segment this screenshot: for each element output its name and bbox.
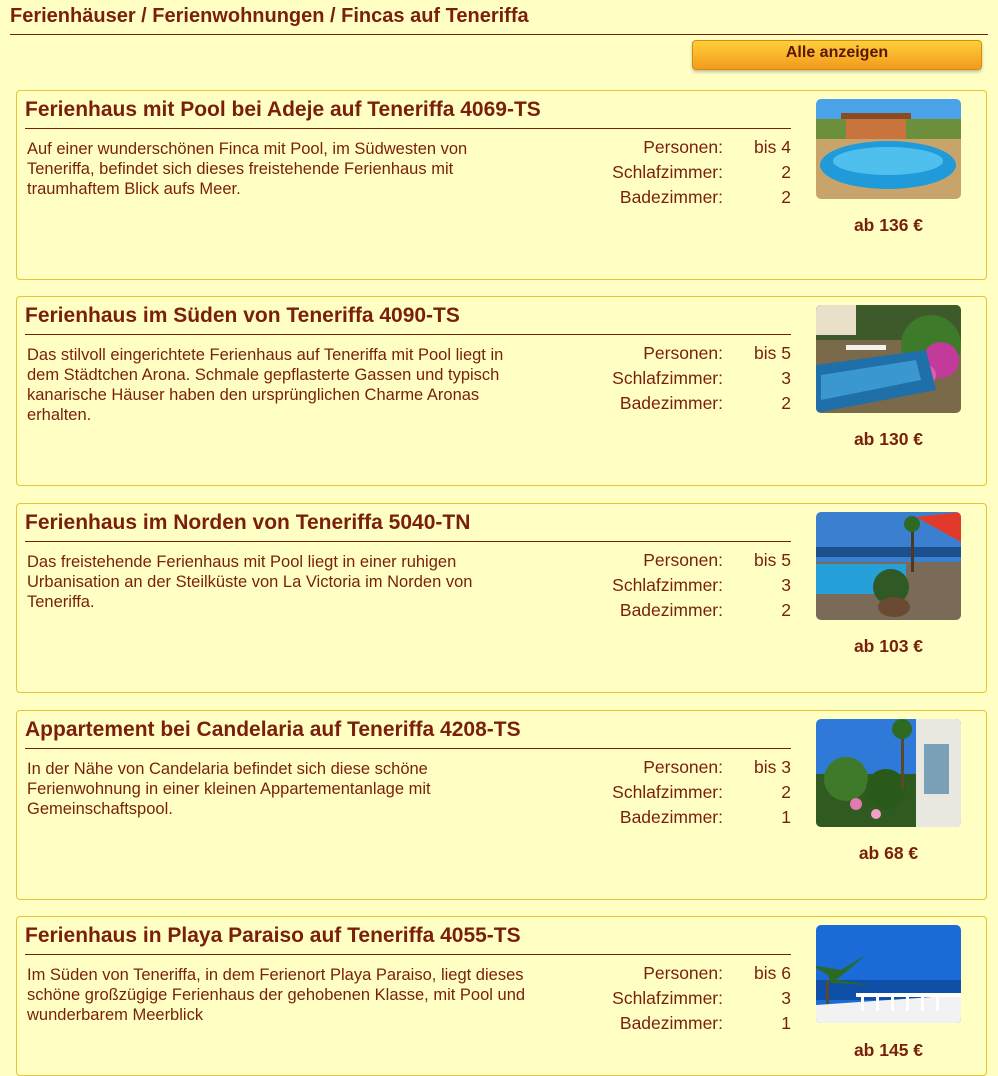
listing-card[interactable] (16, 296, 987, 486)
bedrooms-label: Schlafzimmer: (612, 162, 723, 182)
listing-title[interactable]: Ferienhaus in Playa Paraiso auf Teneriffa 4055-TS (25, 923, 791, 955)
bedrooms-value: 2 (781, 162, 791, 182)
bathrooms-label: Badezimmer: (619, 807, 723, 827)
persons-label: Personen: (643, 137, 723, 157)
listing-card[interactable] (16, 90, 987, 280)
bedrooms-value: 3 (781, 368, 791, 388)
persons-value: bis 5 (754, 343, 791, 363)
bathrooms-label: Badezimmer: (619, 187, 723, 207)
bathrooms-value: 1 (781, 807, 791, 827)
listing-price: ab 68 € (858, 843, 919, 863)
listing-facts (577, 755, 791, 830)
bedrooms-value: 3 (781, 988, 791, 1008)
bedrooms-label: Schlafzimmer: (612, 575, 723, 595)
listing-photo[interactable] (816, 99, 961, 199)
listing-photo[interactable] (816, 925, 961, 1023)
persons-value: bis 5 (754, 550, 791, 570)
bathrooms-value: 2 (781, 600, 791, 620)
persons-label: Personen: (643, 550, 723, 570)
listing-facts (577, 548, 791, 623)
listing-photo[interactable] (816, 512, 961, 620)
bathrooms-label: Badezimmer: (619, 393, 723, 413)
listing-description: Auf einer wunderschönen Finca mit Pool, im Südwesten von Teneriffa, befindet sich dieses freistehende Ferienhaus mit traumhaftem Blick aufs Meer. (27, 140, 468, 198)
listing-card[interactable] (16, 503, 987, 693)
listing-description: Das freistehende Ferienhaus mit Pool liegt in einer ruhigen Urbanisation an der Steilküste von La Victoria im Norden von Teneriffa. (27, 553, 473, 611)
listing-facts (577, 135, 791, 210)
bathrooms-label: Badezimmer: (619, 1013, 723, 1033)
persons-label: Personen: (643, 343, 723, 363)
listing-description: Im Süden von Teneriffa, in dem Ferienort Playa Paraiso, liegt dieses schöne großzügige Ferienhaus der gehobenen Klasse, mit Pool und wunderbarem Meerblick (27, 966, 526, 1024)
bedrooms-value: 2 (781, 782, 791, 802)
listing-price: ab 103 € (853, 636, 924, 656)
listing-description: Das stilvoll eingerichtete Ferienhaus auf Teneriffa mit Pool liegt in dem Städtchen Arona. Schmale gepflasterte Gassen und typisch kanarische Häuser haben den ursprünglichen Charme Aronas erhalten. (27, 346, 504, 424)
bedrooms-label: Schlafzimmer: (612, 782, 723, 802)
persons-value: bis 3 (754, 757, 791, 777)
persons-label: Personen: (643, 757, 723, 777)
listing-price: ab 130 € (853, 429, 924, 449)
bathrooms-label: Badezimmer: (619, 600, 723, 620)
bedrooms-value: 3 (781, 575, 791, 595)
listing-price: ab 136 € (853, 215, 924, 235)
page-title: Ferienhäuser / Ferienwohnungen / Fincas auf Teneriffa (10, 4, 988, 35)
listing-card[interactable] (16, 916, 987, 1076)
bathrooms-value: 2 (781, 187, 791, 207)
bathrooms-value: 1 (781, 1013, 791, 1033)
listing-photo[interactable] (816, 719, 961, 827)
listing-description: In der Nähe von Candelaria befindet sich diese schöne Ferienwohnung in einer kleinen Appartementanlage mit Gemeinschaftspool. (27, 760, 431, 818)
show-all-button[interactable]: Alle anzeigen (692, 40, 982, 70)
listing-price: ab 145 € (853, 1040, 924, 1060)
persons-label: Personen: (643, 963, 723, 983)
listing-facts (577, 961, 791, 1036)
listing-title[interactable]: Ferienhaus mit Pool bei Adeje auf Teneriffa 4069-TS (25, 97, 791, 129)
listing-card[interactable] (16, 710, 987, 900)
listing-photo[interactable] (816, 305, 961, 413)
listing-title[interactable]: Ferienhaus im Süden von Teneriffa 4090-TS (25, 303, 791, 335)
persons-value: bis 6 (754, 963, 791, 983)
listing-title[interactable]: Ferienhaus im Norden von Teneriffa 5040-TN (25, 510, 791, 542)
listing-facts (577, 341, 791, 416)
bathrooms-value: 2 (781, 393, 791, 413)
bedrooms-label: Schlafzimmer: (612, 988, 723, 1008)
persons-value: bis 4 (754, 137, 791, 157)
listing-title[interactable]: Appartement bei Candelaria auf Teneriffa 4208-TS (25, 717, 791, 749)
bedrooms-label: Schlafzimmer: (612, 368, 723, 388)
